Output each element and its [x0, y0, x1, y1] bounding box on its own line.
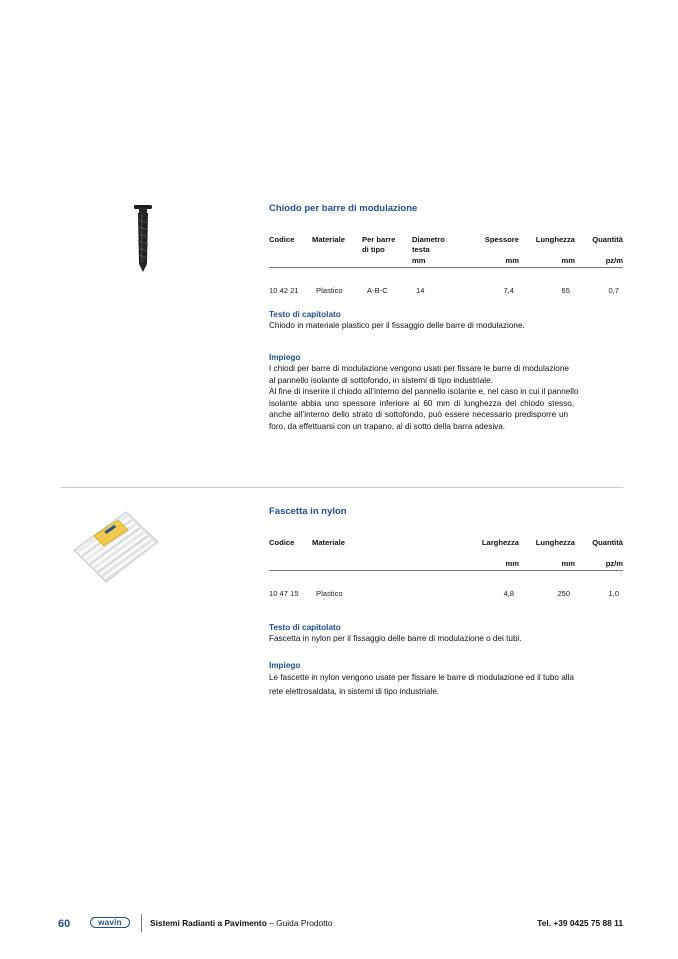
col-header-diametro-line2: testa — [412, 245, 430, 254]
capitolato-text: Fascetta in nylon per il fissaggio delle barre di modulazione o dei tubi. — [269, 634, 522, 643]
cell-lunghezza: 65 — [561, 286, 570, 295]
col-header-larghezza: Larghezza — [481, 538, 519, 547]
cell-codice: 10 47 15 — [269, 589, 299, 598]
footer-separator — [141, 914, 142, 932]
cell-lunghezza: 250 — [557, 589, 570, 598]
col-header-lunghezza: Lunghezza — [535, 235, 575, 244]
nylon-cable-ties-icon — [66, 504, 162, 584]
col-header-codice: Codice — [269, 538, 295, 547]
document-title-bold: Sistemi Radianti a Pavimento — [150, 918, 267, 928]
cell-quantita: 0,7 — [608, 286, 619, 295]
unit-larghezza: mm — [505, 559, 519, 568]
capitolato-heading: Testo di capitolato — [269, 623, 341, 632]
cell-diametro: 14 — [416, 286, 425, 295]
col-header-codice: Codice — [269, 235, 295, 244]
impiego-line: Al fine di inserire il chiodo all’interno del pannello isolante e, nel caso in cui il pannello — [269, 387, 579, 397]
product-title: Chiodo per barre di modulazione — [269, 203, 418, 214]
product-title: Fascetta in nylon — [269, 506, 347, 517]
unit-spessore: mm — [505, 256, 519, 265]
col-header-materiale: Materiale — [312, 538, 345, 547]
unit-quantita: pz/m — [605, 256, 623, 265]
col-header-spessore: Spessore — [484, 235, 519, 244]
impiego-text — [269, 671, 623, 699]
impiego-line: foro, da effettuarsi con un trapano, al di sotto della barra adesiva. — [269, 421, 506, 431]
product-image-cable-ties — [66, 504, 162, 584]
col-header-per-barre-line1: Per barre — [362, 235, 396, 244]
col-header-materiale: Materiale — [312, 235, 345, 244]
col-header-quantita: Quantità — [592, 538, 623, 547]
col-header-diametro-line1: Diametro — [412, 235, 445, 244]
impiego-line: anche all’interno dello strato di sottofondo, può essere necessario predisporre un — [269, 410, 569, 420]
impiego-line: al pannello isolante di sottofondo, in sistemi di tipo industriale. — [269, 375, 493, 385]
impiego-line: Le fascette in nylon vengono usate per fissare le barre di modulazione ed il tubo alla — [269, 673, 574, 682]
capitolato-text: Chiodo in materiale plastico per il fissaggio delle barre di modulazione. — [269, 321, 525, 330]
impiego-line: I chiodi per barre di modulazione vengono usati per fissare le barre di modulazione — [269, 364, 569, 373]
unit-quantita: pz/m — [605, 559, 623, 568]
col-header-lunghezza: Lunghezza — [535, 538, 575, 547]
cell-per-barre: A-B-C — [367, 286, 388, 295]
cell-spessore: 7,4 — [503, 286, 514, 295]
table-header-rule — [269, 267, 623, 268]
col-header-diametro — [412, 235, 445, 255]
wavin-logo: wavin — [90, 917, 130, 928]
document-title-rest: – Guida Prodotto — [266, 918, 333, 928]
col-header-per-barre — [362, 235, 395, 255]
impiego-text — [269, 363, 623, 433]
unit-lunghezza: mm — [561, 256, 575, 265]
unit-lunghezza: mm — [561, 559, 575, 568]
cell-codice: 10 42 21 — [269, 286, 299, 295]
cell-materiale: Plastico — [316, 286, 343, 295]
col-header-quantita: Quantità — [592, 235, 623, 244]
plastic-nail-icon — [128, 200, 158, 274]
impiego-line: isolante abbia uno spessore inferiore ai 60 mm di lunghezza del chiodo stesso, — [269, 398, 575, 408]
document-title — [150, 918, 332, 928]
product-image-nail — [128, 200, 158, 274]
cell-quantita: 1,0 — [608, 589, 619, 598]
cell-materiale: Plastico — [316, 589, 343, 598]
page-number: 60 — [58, 918, 71, 930]
unit-diametro: mm — [412, 256, 426, 265]
section-divider — [61, 487, 623, 488]
phone-number: Tel. +39 0425 75 88 11 — [537, 918, 623, 928]
impiego-heading: Impiego — [269, 661, 301, 670]
col-header-per-barre-line2: di tipo — [362, 245, 385, 254]
impiego-heading: Impiego — [269, 353, 301, 362]
impiego-line: rete elettrosaldata, in sistemi di tipo industriale. — [269, 687, 440, 696]
cell-larghezza: 4,8 — [503, 589, 514, 598]
capitolato-heading: Testo di capitolato — [269, 310, 341, 319]
table-header-rule — [269, 570, 623, 571]
